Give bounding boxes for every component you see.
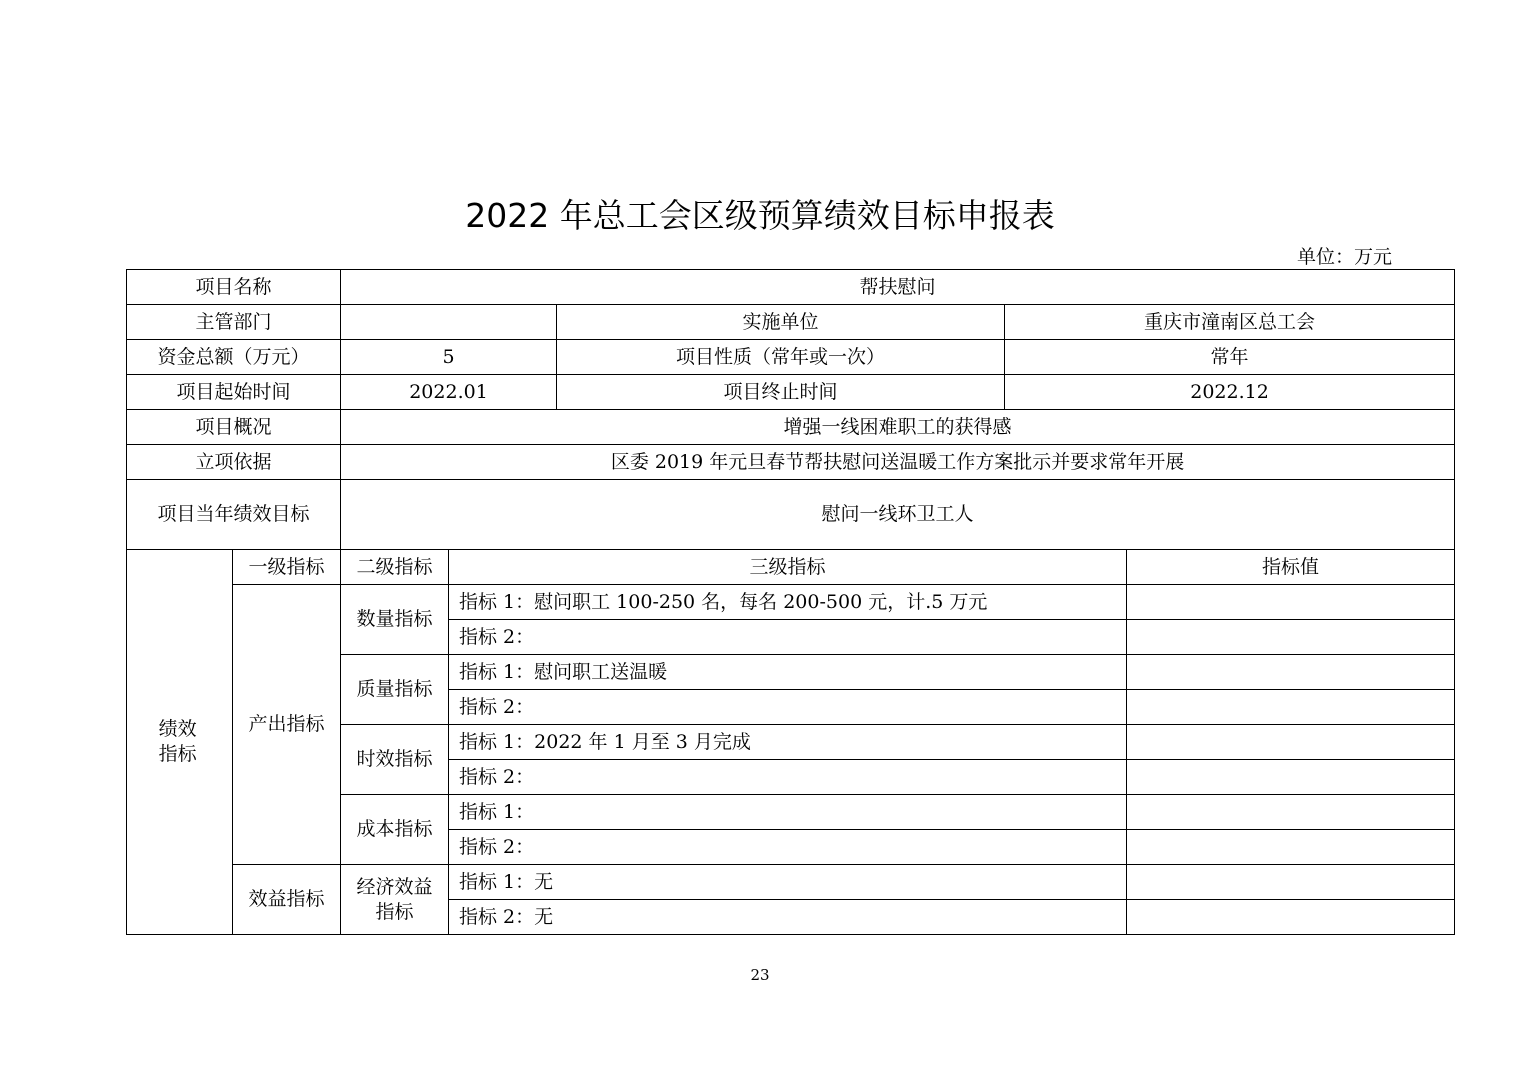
overview-value: 增强一线困难职工的获得感 bbox=[341, 410, 1455, 445]
impl-unit-label: 实施单位 bbox=[557, 305, 1005, 340]
end-value: 2022.12 bbox=[1005, 375, 1455, 410]
nature-label: 项目性质（常年或一次） bbox=[557, 340, 1005, 375]
indicator-value bbox=[1127, 725, 1455, 760]
row-department bbox=[127, 305, 1455, 340]
indicator-value bbox=[1127, 655, 1455, 690]
row-overview bbox=[127, 410, 1455, 445]
header-level3: 三级指标 bbox=[449, 550, 1127, 585]
cost-indicator-label: 成本指标 bbox=[341, 795, 449, 865]
indicator-text: 指标 1：慰问职工 100-250 名，每名 200-500 元，计.5 万元 bbox=[449, 585, 1127, 620]
header-level1: 一级指标 bbox=[233, 550, 341, 585]
quality-indicator-label: 质量指标 bbox=[341, 655, 449, 725]
header-level2: 二级指标 bbox=[341, 550, 449, 585]
benefit-indicator-label: 效益指标 bbox=[233, 865, 341, 935]
unit-label: 单位：万元 bbox=[1296, 246, 1392, 268]
nature-value: 常年 bbox=[1005, 340, 1455, 375]
project-name-label: 项目名称 bbox=[127, 270, 341, 305]
row-goal bbox=[127, 480, 1455, 550]
page-number: 23 bbox=[750, 966, 770, 984]
header-value: 指标值 bbox=[1127, 550, 1455, 585]
indicator-value bbox=[1127, 585, 1455, 620]
row-project-name bbox=[127, 270, 1455, 305]
page-title: 2022 年总工会区级预算绩效目标申报表 bbox=[465, 196, 1055, 235]
row-basis bbox=[127, 445, 1455, 480]
output-indicator-label: 产出指标 bbox=[233, 585, 341, 865]
basis-label: 立项依据 bbox=[127, 445, 341, 480]
project-name-value: 帮扶慰问 bbox=[341, 270, 1455, 305]
start-label: 项目起始时间 bbox=[127, 375, 341, 410]
goal-label: 项目当年绩效目标 bbox=[127, 480, 341, 550]
row-indicator-header bbox=[127, 550, 1455, 585]
indicators-section-text: 绩效指标 bbox=[158, 718, 197, 765]
dept-label: 主管部门 bbox=[127, 305, 341, 340]
row-funds bbox=[127, 340, 1455, 375]
indicator-value bbox=[1127, 620, 1455, 655]
indicator-text: 指标 1：无 bbox=[449, 865, 1127, 900]
row-dates bbox=[127, 375, 1455, 410]
indicator-text: 指标 1：2022 年 1 月至 3 月完成 bbox=[449, 725, 1127, 760]
end-label: 项目终止时间 bbox=[557, 375, 1005, 410]
indicator-text: 指标 1：慰问职工送温暖 bbox=[449, 655, 1127, 690]
table-row bbox=[127, 865, 1455, 900]
dept-value bbox=[341, 305, 557, 340]
indicator-text: 指标 2： bbox=[449, 690, 1127, 725]
timeliness-indicator-label: 时效指标 bbox=[341, 725, 449, 795]
indicator-value bbox=[1127, 830, 1455, 865]
indicator-text: 指标 2：无 bbox=[449, 900, 1127, 935]
basis-value: 区委 2019 年元旦春节帮扶慰问送温暖工作方案批示并要求常年开展 bbox=[341, 445, 1455, 480]
table-row bbox=[127, 585, 1455, 620]
economic-indicator-text: 经济效益指标 bbox=[356, 875, 433, 923]
start-value: 2022.01 bbox=[341, 375, 557, 410]
indicator-value bbox=[1127, 690, 1455, 725]
indicator-text: 指标 1： bbox=[449, 795, 1127, 830]
goal-value: 慰问一线环卫工人 bbox=[341, 480, 1455, 550]
indicators-section-label bbox=[127, 550, 233, 935]
funds-value: 5 bbox=[341, 340, 557, 375]
indicator-value bbox=[1127, 900, 1455, 935]
quantity-indicator-label: 数量指标 bbox=[341, 585, 449, 655]
impl-unit-value: 重庆市潼南区总工会 bbox=[1005, 305, 1455, 340]
indicator-value bbox=[1127, 865, 1455, 900]
indicator-text: 指标 2： bbox=[449, 830, 1127, 865]
overview-label: 项目概况 bbox=[127, 410, 341, 445]
indicator-text: 指标 2： bbox=[449, 760, 1127, 795]
performance-report-table bbox=[126, 269, 1455, 935]
indicator-value bbox=[1127, 760, 1455, 795]
indicator-value bbox=[1127, 795, 1455, 830]
indicator-text: 指标 2： bbox=[449, 620, 1127, 655]
economic-indicator-label bbox=[341, 865, 449, 935]
funds-label: 资金总额（万元） bbox=[127, 340, 341, 375]
